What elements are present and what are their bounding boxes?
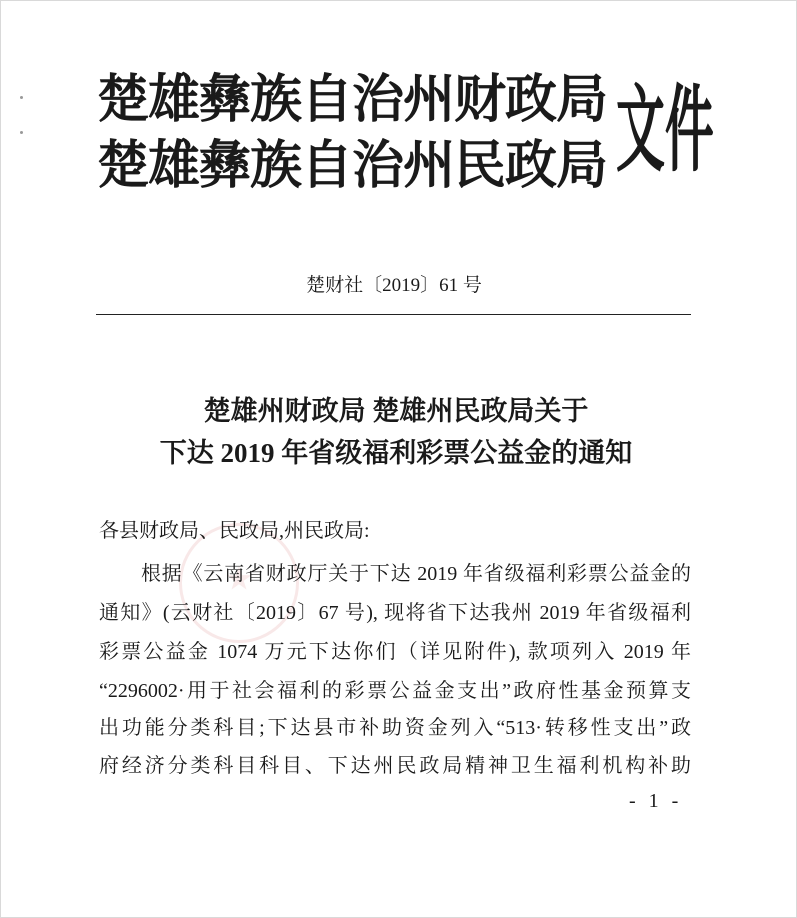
document-number: 楚财社〔2019〕61 号 [306, 275, 482, 296]
salutation: 各县财政局、民政局,州民政局: [99, 520, 370, 542]
header-authority-civil-affairs: 楚雄彝族自治州民政局 [97, 138, 608, 195]
header-document-label: 文件 [616, 79, 714, 183]
body-line: 通知》(云财社〔2019〕67 号), 现将省下达我州 2019 年省级福利 [99, 602, 691, 624]
body-line: “2296002·用于社会福利的彩票公益金支出”政府性基金预算支 [99, 680, 691, 702]
header-divider [96, 314, 691, 315]
document-title-line-1: 楚雄州财政局 楚雄州民政局关于 [203, 396, 589, 426]
scan-margin-mark [20, 131, 23, 134]
document-title-line-2: 下达 2019 年省级福利彩票公益金的通知 [159, 438, 633, 468]
page-number: - 1 - [629, 790, 683, 812]
body-line: 根据《云南省财政厅关于下达 2019 年省级福利彩票公益金的 [141, 563, 691, 585]
body-line: 彩票公益金 1074 万元下达你们（详见附件), 款项列入 2019 年 [99, 641, 691, 663]
header-authority-finance: 楚雄彝族自治州财政局 [97, 72, 608, 129]
body-line: 府经济分类科目科目、下达州民政局精神卫生福利机构补助 [99, 755, 691, 777]
scan-margin-mark [20, 96, 23, 99]
body-line: 出功能分类科目;下达县市补助资金列入“513·转移性支出”政 [99, 717, 691, 739]
